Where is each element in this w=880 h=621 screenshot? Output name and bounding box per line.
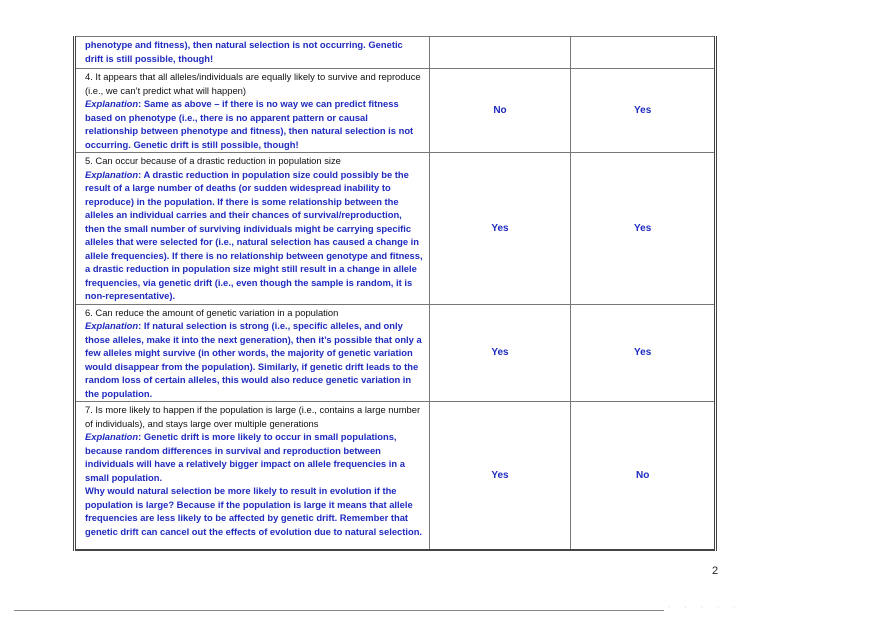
natural-selection-cell: [429, 37, 571, 69]
table-row: [75, 304, 716, 402]
table-row: [75, 402, 716, 550]
natural-selection-cell: Yes: [429, 402, 571, 550]
statement-text: 4. It appears that all alleles/individuals are equally likely to survive and reproduce (i.e., we can’t predict what will happen): [85, 71, 421, 96]
natural-selection-cell: Yes: [429, 153, 571, 305]
statement-cell: [75, 304, 430, 402]
follow-up-text: Why would natural selection be more likely to result in evolution if the population is large? Because if the population is large it means that allele frequencies are less likely to be affected by genetic drift. Remember that genetic drift can cancel out the effects of evolution due to natural selection.: [85, 485, 423, 537]
footer-decoration: · · · · ·: [668, 604, 742, 611]
explanation-text: phenotype and fitness), then natural selection is not occurring. Genetic drift is still possible, though!: [85, 39, 403, 64]
page-number: 2: [712, 565, 719, 577]
explanation-text: : Same as above – if there is no way we can predict fitness based on phenotype (i.e., there is no apparent pattern or causal relationship between phenotype and fitness), then natural selection is not occurring. Genetic drift is still possible, though!: [85, 98, 414, 150]
statement-text: 6. Can reduce the amount of genetic variation in a population: [85, 306, 339, 318]
genetic-drift-cell: No: [571, 402, 716, 550]
table-row: [75, 37, 716, 69]
genetic-drift-cell: Yes: [571, 304, 716, 402]
explanation-label: Explanation: [85, 431, 139, 442]
explanation-label: Explanation: [85, 98, 139, 109]
natural-selection-cell: No: [429, 69, 571, 153]
explanation-text: : A drastic reduction in population size could possibly be the result of a large number of deaths (or sudden widespread inability to reproduce) in the population. If there is some relationship between the alleles an individual carries and their chances of survival/reproduction, then the small number of surviving individuals might be carrying specific alleles that were selected for (i.e., natural selection has caused a change in allele frequencies). If there is no relationship between genotype and fitness, a drastic reduction in population size might still result in a change in allele frequencies, via genetic drift (i.e., even though the sample is random, it is non-representative).: [85, 168, 423, 301]
genetic-drift-cell: Yes: [571, 153, 716, 305]
statement-text: 7. Is more likely to happen if the population is large (i.e., contains a large number of individuals), and stays large over multiple generations: [85, 404, 421, 429]
statement-text: 5. Can occur because of a drastic reduction in population size: [85, 155, 341, 166]
statement-cell: [75, 69, 430, 153]
explanation-label: Explanation: [85, 168, 139, 180]
explanation-label: Explanation: [85, 320, 139, 331]
explanation-text: : If natural selection is strong (i.e., specific alleles, and only those alleles, make it into the next generation), then it’s possible that only a few alleles might survive (in other words, the majority of genetic variation would disappear from the population). Similarly, if genetic drift leads to the random loss of certain alleles, this would also reduce genetic variation in the population.: [85, 320, 422, 399]
table-row: [75, 153, 716, 305]
statement-cell: [75, 37, 430, 69]
statement-cell: [75, 153, 430, 305]
genetic-drift-cell: [571, 37, 716, 69]
natural-selection-cell: Yes: [429, 304, 571, 402]
footer-divider: [14, 610, 664, 611]
table-row: [75, 69, 716, 153]
answer-table: [73, 36, 717, 551]
statement-cell: [75, 402, 430, 550]
explanation-text: : Genetic drift is more likely to occur in small populations, because random differences in survival and reproduction between individuals will have a relatively bigger impact on allele frequencies in a small population.: [85, 431, 405, 483]
genetic-drift-cell: Yes: [571, 69, 716, 153]
